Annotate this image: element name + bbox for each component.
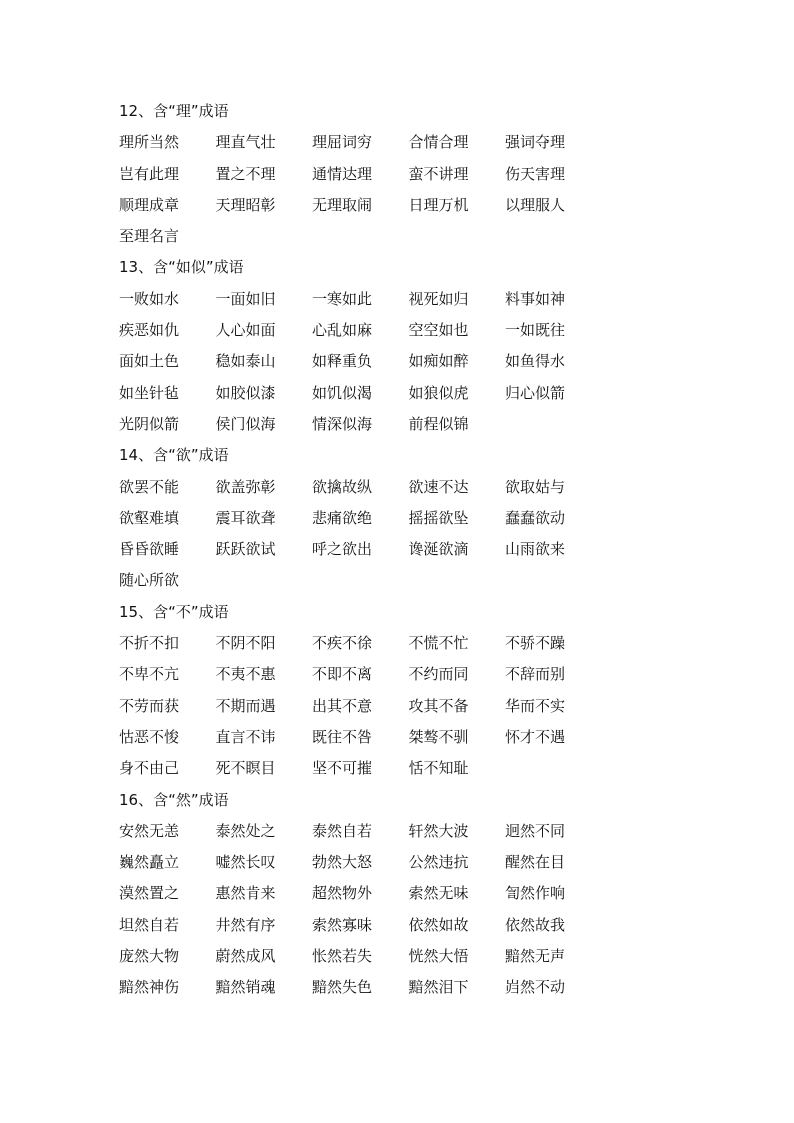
- idiom: 心乱如麻: [312, 321, 373, 340]
- idiom: 黯然泪下: [408, 978, 469, 997]
- section-heading: 15、含“不”成语: [119, 602, 229, 621]
- idiom: 一寒如此: [312, 289, 373, 308]
- idiom: 置之不理: [215, 164, 276, 183]
- section-heading: 12、含“理”成语: [119, 102, 229, 120]
- idiom: 侯门似海: [215, 414, 276, 433]
- idiom: 蔚然成风: [215, 947, 276, 966]
- idiom: 谗涎欲滴: [408, 540, 469, 559]
- section-ru-si: [119, 252, 679, 440]
- idiom: 不约而同: [408, 665, 469, 684]
- idiom: 顺理成章: [119, 195, 180, 214]
- idiom-list: [119, 96, 679, 1004]
- idiom: 华而不实: [505, 696, 566, 715]
- idiom: 强词夺理: [505, 133, 566, 152]
- idiom-row: [119, 472, 679, 503]
- idiom: 以理服人: [505, 195, 566, 214]
- idiom: 坦然自若: [119, 915, 180, 934]
- idiom: 索然寡味: [312, 915, 373, 934]
- idiom: 如释重负: [312, 352, 373, 371]
- idiom: 怀才不遇: [505, 727, 566, 746]
- idiom-row: [119, 159, 679, 190]
- idiom: 欲罢不能: [119, 477, 180, 496]
- idiom: 跃跃欲试: [215, 540, 276, 559]
- idiom: 巍然矗立: [119, 853, 180, 872]
- idiom: 蠢蠢欲动: [505, 508, 566, 527]
- idiom: 嘘然长叹: [215, 853, 276, 872]
- idiom: 公然违抗: [408, 853, 469, 872]
- idiom: 如坐针毡: [119, 383, 180, 402]
- idiom: 勃然大怒: [312, 853, 373, 872]
- idiom: 如胶似漆: [215, 383, 276, 402]
- idiom-row: [119, 221, 679, 252]
- idiom: 如狼似虎: [408, 383, 469, 402]
- idiom: 理所当然: [119, 133, 180, 152]
- idiom-row: [119, 753, 679, 784]
- idiom: 井然有序: [215, 915, 276, 934]
- idiom: 如痴如醉: [408, 352, 469, 371]
- idiom: 醒然在目: [505, 853, 566, 872]
- idiom-row: [119, 346, 679, 377]
- idiom: 如鱼得水: [505, 352, 566, 371]
- idiom-row: [119, 972, 679, 1003]
- idiom-row: [119, 910, 679, 941]
- idiom-row: [119, 565, 679, 596]
- section-heading: 16、含“然”成语: [119, 790, 229, 809]
- idiom: 料事如神: [505, 289, 566, 308]
- section-ran: [119, 785, 679, 1004]
- idiom: 惠然肯来: [215, 884, 276, 903]
- idiom: 不期而遇: [215, 696, 276, 715]
- idiom: 岿然不动: [505, 978, 566, 997]
- idiom: 随心所欲: [119, 571, 180, 590]
- idiom: 漠然置之: [119, 884, 180, 903]
- idiom: 不即不离: [312, 665, 373, 684]
- idiom: 出其不意: [312, 696, 373, 715]
- idiom-row: [119, 816, 679, 847]
- idiom: 摇摇欲坠: [408, 508, 469, 527]
- idiom: 视死如归: [408, 289, 469, 308]
- section-bu: [119, 597, 679, 785]
- idiom: 欲壑难填: [119, 508, 180, 527]
- idiom: 归心似箭: [505, 383, 566, 402]
- idiom-row: [119, 127, 679, 158]
- idiom: 一如既往: [505, 321, 566, 340]
- idiom: 山雨欲来: [505, 540, 566, 559]
- idiom: 岂有此理: [119, 164, 180, 183]
- idiom: 情深似海: [312, 414, 373, 433]
- idiom: 轩然大波: [408, 821, 469, 840]
- idiom: 面如土色: [119, 352, 180, 371]
- idiom: 坚不可摧: [312, 759, 373, 778]
- idiom: 怙恶不悛: [119, 727, 180, 746]
- idiom: 日理万机: [408, 195, 469, 214]
- idiom: 不劳而获: [119, 696, 180, 715]
- idiom: 恍然大悟: [408, 947, 469, 966]
- idiom: 索然无味: [408, 884, 469, 903]
- idiom: 通情达理: [312, 164, 373, 183]
- idiom: 天理昭彰: [215, 195, 276, 214]
- idiom: 不阴不阳: [215, 634, 276, 653]
- idiom: 人心如面: [215, 321, 276, 340]
- idiom: 依然如故: [408, 915, 469, 934]
- idiom: 呼之欲出: [312, 540, 373, 559]
- idiom: 安然无恙: [119, 821, 180, 840]
- idiom: 欲速不达: [408, 477, 469, 496]
- idiom-row: [119, 722, 679, 753]
- idiom-row: [119, 534, 679, 565]
- idiom-row: [119, 941, 679, 972]
- idiom: 不慌不忙: [408, 634, 469, 653]
- idiom: 迥然不同: [505, 821, 566, 840]
- idiom: 黯然无声: [505, 947, 566, 966]
- idiom: 蛮不讲理: [408, 164, 469, 183]
- idiom: 依然故我: [505, 915, 566, 934]
- idiom: 直言不讳: [215, 727, 276, 746]
- idiom: 超然物外: [312, 884, 373, 903]
- idiom-row: [119, 284, 679, 315]
- idiom-row: [119, 659, 679, 690]
- idiom: 泰然处之: [215, 821, 276, 840]
- idiom: 不骄不躁: [505, 634, 566, 653]
- section-li: [119, 96, 679, 252]
- idiom-row: [119, 190, 679, 221]
- section-heading: 14、含“欲”成语: [119, 446, 229, 465]
- idiom: 不折不扣: [119, 634, 180, 653]
- idiom: 至理名言: [119, 227, 180, 246]
- idiom: 合情合理: [408, 133, 469, 152]
- idiom: 桀骜不驯: [408, 727, 469, 746]
- idiom-row: [119, 628, 679, 659]
- idiom: 攻其不备: [408, 696, 469, 715]
- idiom: 空空如也: [408, 321, 469, 340]
- idiom: 既往不咎: [312, 727, 373, 746]
- idiom: 前程似锦: [408, 414, 469, 433]
- idiom: 一面如旧: [215, 289, 276, 308]
- idiom: 震耳欲聋: [215, 508, 276, 527]
- idiom: 欲取姑与: [505, 477, 566, 496]
- idiom-row: [119, 409, 679, 440]
- idiom: 光阴似箭: [119, 414, 180, 433]
- idiom: 不疾不徐: [312, 634, 373, 653]
- idiom: 黯然神伤: [119, 978, 180, 997]
- idiom: 黯然销魂: [215, 978, 276, 997]
- idiom-row: [119, 378, 679, 409]
- idiom: 不辞而别: [505, 665, 566, 684]
- idiom: 昏昏欲睡: [119, 540, 180, 559]
- idiom: 死不瞑目: [215, 759, 276, 778]
- idiom: 如饥似渴: [312, 383, 373, 402]
- idiom: 疾恶如仇: [119, 321, 180, 340]
- idiom: 理屈词穷: [312, 133, 373, 152]
- idiom-row: [119, 691, 679, 722]
- idiom: 恬不知耻: [408, 759, 469, 778]
- idiom: 訇然作响: [505, 884, 566, 903]
- idiom: 欲擒故纵: [312, 477, 373, 496]
- idiom: 无理取闹: [312, 195, 373, 214]
- idiom: 理直气壮: [215, 133, 276, 152]
- idiom-row: [119, 847, 679, 878]
- section-yu: [119, 440, 679, 596]
- idiom: 欲盖弥彰: [215, 477, 276, 496]
- idiom: 身不由己: [119, 759, 180, 778]
- idiom: 伤天害理: [505, 164, 566, 183]
- idiom: 稳如泰山: [215, 352, 276, 371]
- idiom: 一败如水: [119, 289, 180, 308]
- idiom-row: [119, 315, 679, 346]
- idiom: 庞然大物: [119, 947, 180, 966]
- section-heading: 13、含“如似”成语: [119, 258, 244, 277]
- idiom: 不卑不亢: [119, 665, 180, 684]
- idiom: 黯然失色: [312, 978, 373, 997]
- idiom: 不夷不惠: [215, 665, 276, 684]
- idiom-row: [119, 878, 679, 909]
- idiom-row: [119, 503, 679, 534]
- idiom: 泰然自若: [312, 821, 373, 840]
- idiom: 怅然若失: [312, 947, 373, 966]
- idiom: 悲痛欲绝: [312, 508, 373, 527]
